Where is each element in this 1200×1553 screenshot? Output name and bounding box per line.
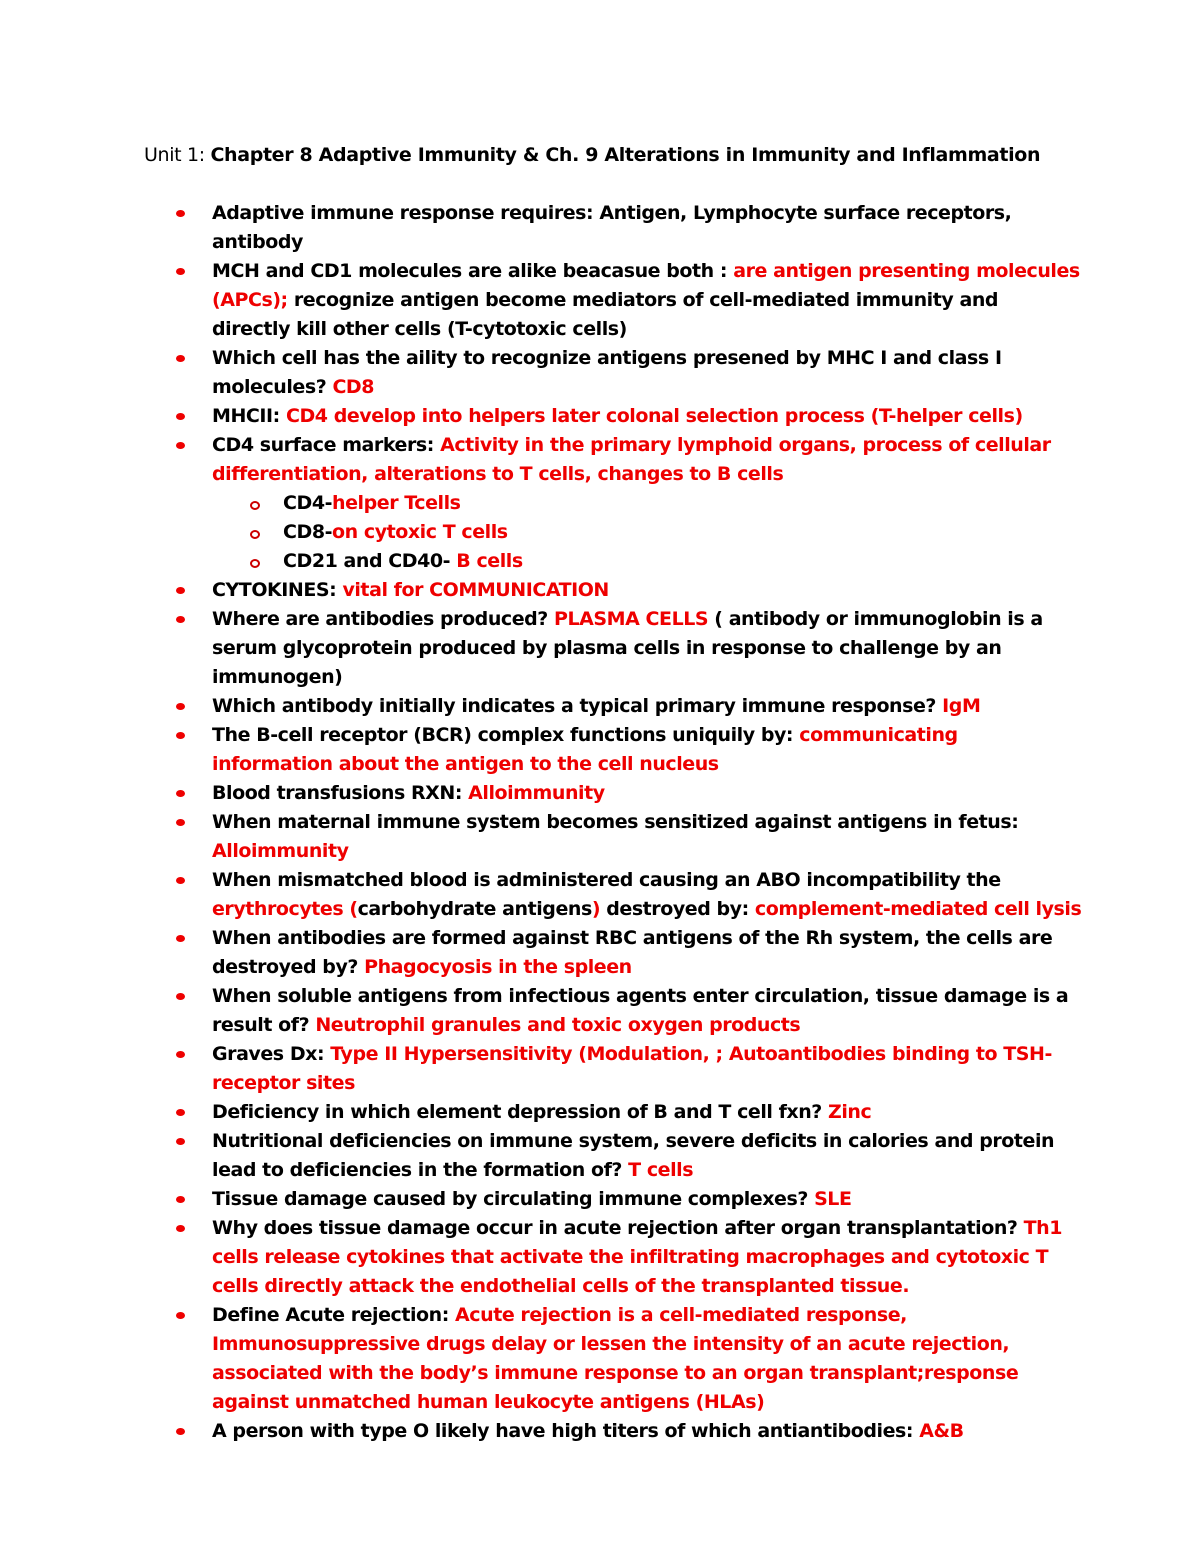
list-item — [212, 431, 1082, 489]
list-item — [212, 344, 1082, 402]
bullet-icon — [176, 1196, 185, 1203]
answer-text: Zinc — [828, 1101, 872, 1123]
bullet-icon — [176, 616, 185, 623]
list-item — [212, 1185, 1082, 1214]
answer-text: on cytoxic T cells — [332, 521, 508, 543]
answer-text: Alloimmunity — [468, 782, 605, 804]
list-item — [212, 1214, 1082, 1301]
bullet-icon — [176, 1225, 185, 1232]
bullet-icon — [176, 268, 185, 275]
answer-text: are antigen presenting molecules (APCs); — [212, 260, 1080, 311]
list-item — [212, 866, 1082, 924]
answer-text: T cells — [628, 1159, 694, 1181]
question-text: When mismatched blood is administered causing an ABO incompatibility the — [212, 869, 1001, 891]
answer-text: Phagocyosis in the spleen — [364, 956, 632, 978]
question-text: ( antibody or immunoglobin is a serum glycoprotein produced by plasma cells in response to challenge by an immunogen) — [212, 608, 1043, 688]
bullet-icon — [176, 1109, 185, 1116]
bullet-icon — [176, 1051, 185, 1058]
answer-text: CD4 develop into helpers later colonal selection process (T-helper cells) — [285, 405, 1023, 427]
answer-text: PLASMA CELLS — [554, 608, 709, 630]
answer-text: IgM — [942, 695, 981, 717]
answer-text: A&B — [919, 1420, 964, 1442]
hollow-bullet-icon — [250, 559, 260, 568]
question-text: Nutritional deficiencies on immune system, severe deficits in calories and protein lead to deficiencies in the formation of? — [212, 1130, 1055, 1181]
bullet-icon — [176, 935, 185, 942]
question-text: Deficiency in which element depression of B and T cell fxn? — [212, 1101, 829, 1123]
question-text: Why does tissue damage occur in acute rejection after organ transplantation? — [212, 1217, 1024, 1239]
title-main: Chapter 8 Adaptive Immunity & Ch. 9 Alterations in Immunity and Inflammation — [210, 144, 1041, 166]
answer-text: vital for COMMUNICATION — [342, 579, 609, 601]
question-text: CD8- — [283, 521, 333, 543]
list-item — [212, 1417, 1082, 1446]
question-text: MCH and CD1 molecules are alike beacasue both : — [212, 260, 734, 282]
list-item — [212, 402, 1082, 431]
title-unit-prefix: Unit 1: — [144, 144, 211, 166]
answer-text: Acute rejection is a cell-mediated response, Immunosuppressive drugs delay or lessen the intensity of an acute rejection, associated with the body’s immune response to an organ transplant;response against unmatched human leukocyte antigens (HLAs) — [212, 1304, 1019, 1413]
question-text: Graves Dx: — [212, 1043, 331, 1065]
list-item — [212, 779, 1082, 808]
sub-list-item — [283, 489, 1063, 518]
question-text: Blood transfusions RXN: — [212, 782, 469, 804]
list-item — [212, 199, 1082, 257]
answer-text: erythrocytes — [212, 898, 344, 920]
answer-text: helper Tcells — [332, 492, 461, 514]
question-text: Which antibody initially indicates a typical primary immune response? — [212, 695, 943, 717]
answer-text: B cells — [456, 550, 523, 572]
bullet-icon — [176, 1138, 185, 1145]
bullet-icon — [176, 355, 185, 362]
hollow-bullet-icon — [250, 530, 260, 539]
question-text: Which cell has the aility to recognize antigens presened by MHC I and class I molecules? — [212, 347, 1002, 398]
bullet-icon — [176, 587, 185, 594]
bullet-icon — [176, 732, 185, 739]
question-text: CD4- — [283, 492, 333, 514]
list-item — [212, 721, 1082, 779]
question-text: Define Acute rejection: — [212, 1304, 456, 1326]
question-text: Adaptive immune response requires: Antigen, Lymphocyte surface receptors, antibody — [212, 202, 1012, 253]
document-title — [144, 141, 1040, 170]
question-text: The B-cell receptor (BCR) complex functions uniquily by: — [212, 724, 800, 746]
list-item — [212, 257, 1082, 344]
bullet-icon — [176, 819, 185, 826]
list-item — [212, 924, 1082, 982]
answer-text: Activity in the primary lymphoid organs, process of cellular differentiation, alterations to T cells, changes to B cells — [212, 434, 1051, 485]
question-text: When antibodies are formed against RBC antigens of the Rh system, the cells are destroyed by? — [212, 927, 1053, 978]
bullet-icon — [176, 877, 185, 884]
question-text: CD4 surface markers: — [212, 434, 441, 456]
list-item — [212, 1098, 1082, 1127]
list-item — [212, 576, 1082, 605]
answer-text: Th1 cells release cytokines that activate the infiltrating macrophages and cytotoxic T cells directly attack the endothelial cells of the transplanted tissue. — [212, 1217, 1062, 1297]
bullet-icon — [176, 1428, 185, 1435]
question-text: CD21 and CD40- — [283, 550, 457, 572]
answer-text: Type II Hypersensitivity (Modulation, ; Autoantibodies binding to TSH-receptor sites — [212, 1043, 1052, 1094]
question-text: When soluble antigens from infectious agents enter circulation, tissue damage is a result of? — [212, 985, 1069, 1036]
answer-text: communicating information about the antigen to the cell nucleus — [212, 724, 958, 775]
bullet-icon — [176, 703, 185, 710]
bullet-icon — [176, 413, 185, 420]
list-item — [212, 1040, 1082, 1098]
list-item — [212, 605, 1082, 692]
list-item — [212, 982, 1082, 1040]
answer-text: complement-mediated cell lysis — [754, 898, 1082, 920]
list-item — [212, 692, 1082, 721]
bullet-icon — [176, 790, 185, 797]
bullet-icon — [176, 210, 185, 217]
answer-text: ) — [591, 898, 601, 920]
answer-text: Alloimmunity — [212, 840, 349, 862]
list-item — [212, 1301, 1082, 1417]
list-item — [212, 1127, 1082, 1185]
hollow-bullet-icon — [250, 501, 260, 510]
bullet-icon — [176, 993, 185, 1000]
answer-text: SLE — [814, 1188, 852, 1210]
question-text: A person with type O likely have high titers of which antiantibodies: — [212, 1420, 920, 1442]
bullet-icon — [176, 1312, 185, 1319]
list-item — [212, 808, 1082, 866]
question-text: Tissue damage caused by circulating immune complexes? — [212, 1188, 815, 1210]
answer-text: Neutrophil granules and toxic oxygen products — [315, 1014, 801, 1036]
question-text: carbohydrate antigens — [357, 898, 592, 920]
answer-text: CD8 — [332, 376, 375, 398]
question-text: Where are antibodies produced? — [212, 608, 555, 630]
question-list — [0, 199, 1200, 1446]
sub-list-item — [283, 547, 1063, 576]
question-text: recognize antigen become mediators of cell-mediated immunity and directly kill other cells (T-cytotoxic cells) — [212, 289, 999, 340]
answer-text: ( — [343, 898, 358, 920]
question-text: When maternal immune system becomes sensitized against antigens in fetus: — [212, 811, 1019, 833]
question-text: destroyed by: — [600, 898, 755, 920]
bullet-icon — [176, 442, 185, 449]
sub-list-item — [283, 518, 1063, 547]
question-text: MHCII: — [212, 405, 286, 427]
question-text: CYTOKINES: — [212, 579, 343, 601]
